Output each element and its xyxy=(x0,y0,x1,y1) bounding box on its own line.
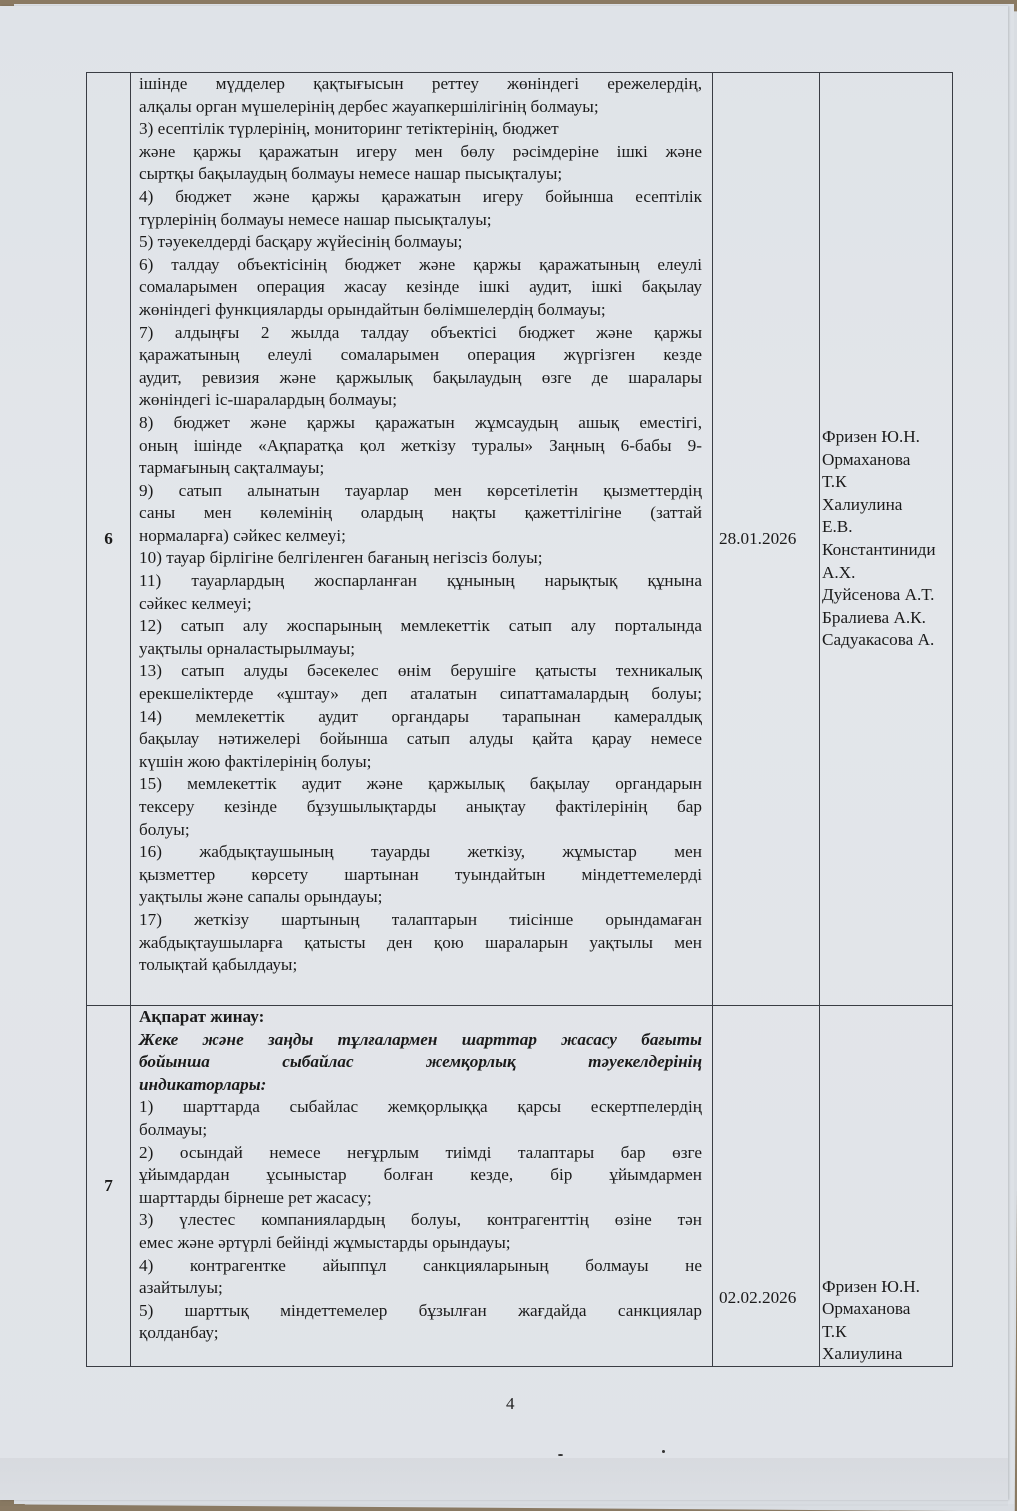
text-line: 7) алдыңғы 2 жылда талдау объектісі бюджет және қаржы xyxy=(139,322,702,342)
text-line: 9) сатып алынатын тауарлар мен көрсетілетін қызметтердің xyxy=(139,480,702,500)
text-line: 12) сатып алу жоспарының мемлекеттік сатып алу порталында xyxy=(139,616,702,636)
responsible-person: А.Х. xyxy=(822,562,856,582)
responsible-person: Т.К xyxy=(822,472,847,492)
text-line: сомаларымен операция жасау кезінде ішкі аудит, ішкі бақылау xyxy=(139,277,702,297)
responsible-person: Ормаханова xyxy=(822,1299,911,1319)
text-line: 5) тәуекелдерді басқару жүйесінің болмауы; xyxy=(139,232,463,252)
text-line: 5) шарттық міндеттемелер бұзылған жағдайда санкциялар xyxy=(139,1300,702,1320)
text-line: Жеке және заңды тұлғалармен шарттар жасасу бағыты xyxy=(139,1029,702,1049)
row-date: 28.01.2026 xyxy=(713,73,820,1006)
text-line: күшін жою фактілерінің болуы; xyxy=(139,751,372,771)
text-line: 13) сатып алуды бәсекелес өнім берушіге қатысты техникалық xyxy=(139,661,702,681)
text-line: бойынша сыбайлас жемқорлық тәуекелдерінің xyxy=(139,1052,702,1072)
text-line: қолданбау; xyxy=(139,1323,219,1343)
text-line: 4) бюджет және қаржы қаражатын игеру бойынша есептілік xyxy=(139,186,702,206)
text-line: уақтылы және сапалы орындауы; xyxy=(139,887,383,907)
text-line: тармағының сақталмауы; xyxy=(139,458,325,478)
responsible-person: Халиулина xyxy=(822,1344,903,1364)
text-line: сыртқы бақылаудың болмауы немесе нашар пысықталуы; xyxy=(139,164,563,184)
text-line: болуы; xyxy=(139,819,190,839)
row-responsible xyxy=(820,1006,953,1367)
text-line: ұйымдардан ұсыныстар болған кезде, бір ұйымдармен xyxy=(139,1165,702,1185)
table-row xyxy=(87,73,953,1006)
responsible-person: Дуйсенова А.Т. xyxy=(822,585,935,605)
responsible-person: Бралиева А.К. xyxy=(822,607,926,627)
date-value: 02.02.2026 xyxy=(719,1288,797,1308)
text-line: ерекшеліктерде «ұштау» деп аталатын сипаттамалардың болуы; xyxy=(139,684,702,704)
table-row xyxy=(87,1006,953,1367)
paper-fold-shadow xyxy=(0,1458,1008,1506)
text-line: аудит, ревизия және қаржылық бақылаудың өзге де шаралары xyxy=(139,367,702,387)
text-line: 17) жеткізу шартының талаптарын тиісінше орындамаған xyxy=(139,909,702,929)
text-line: 2) осындай немесе неғұрлым тиімді талаптары бар өзге xyxy=(139,1142,702,1162)
row-date xyxy=(713,1006,820,1367)
text-line: Ақпарат жинау: xyxy=(139,1007,265,1026)
text-line: 3) үлестес компаниялардың болуы, контрагенттің өзіне тән xyxy=(139,1210,702,1230)
text-line: және қаржы қаражатын игеру мен бөлу рәсімдеріне ішкі және xyxy=(139,141,702,161)
text-line: жабдықтаушыларға қатысты ден қою шараларын уақтылы мен xyxy=(139,932,702,952)
text-line: саны мен көлемінің олардың нақты қажеттілігіне (заттай xyxy=(139,503,702,523)
text-line: тексеру кезінде бұзушылықтарды анықтау фактілерінің бар xyxy=(139,797,702,816)
dust-speck xyxy=(662,1450,665,1453)
text-line: 14) мемлекеттік аудит органдары тарапынан камералдық xyxy=(139,706,702,726)
text-line: азайтылуы; xyxy=(139,1278,223,1298)
row-number: 6 xyxy=(87,73,131,1006)
text-line: 16) жабдықтаушының тауарды жеткізу, жұмыстар мен xyxy=(139,842,702,862)
document-page xyxy=(0,6,1008,1500)
text-line: 11) тауарлардың жоспарланған құнының нарықтық құнына xyxy=(139,571,702,591)
text-line: түрлерінің болмауы немесе нашар пысықталуы; xyxy=(139,209,492,229)
text-line: уақтылы орналастырылмауы; xyxy=(139,638,356,658)
plan-table xyxy=(86,72,953,1367)
row-responsible xyxy=(820,73,953,1006)
responsible-person: Халиулина xyxy=(822,494,903,514)
text-line: 15) мемлекеттік аудит және қаржылық бақылау органдарын xyxy=(139,774,702,794)
text-line: қаражатының елеулі сомаларымен операция жүргізген кезде xyxy=(139,345,702,365)
row-description xyxy=(131,1006,713,1367)
responsible-person: Е.В. xyxy=(822,517,853,537)
text-line: алқалы орган мүшелерінің дербес жауапкершілігінің болмауы; xyxy=(139,96,599,116)
text-line: жөніндегі іс-шаралардың болмауы; xyxy=(139,390,397,410)
text-line: қызметтер көрсету шартынан туындайтын міндеттемелерді xyxy=(139,864,702,884)
text-line: индикаторлары: xyxy=(139,1074,267,1094)
text-line: 1) шарттарда сыбайлас жемқорлыққа қарсы ескертпелердің xyxy=(139,1097,702,1117)
row-number: 7 xyxy=(87,1006,131,1367)
responsible-person: Фризен Ю.Н. xyxy=(822,427,920,447)
text-line: нормаларға) сәйкес келмеуі; xyxy=(139,525,346,545)
text-line: 10) тауар бірлігіне белгіленген бағаның негізсіз болуы; xyxy=(139,548,543,568)
text-line: шарттарды бірнеше рет жасасу; xyxy=(139,1187,372,1207)
page-number: 4 xyxy=(506,1394,515,1413)
text-line: 6) талдау объектісінің бюджет және қаржы қаражатының елеулі xyxy=(139,254,702,274)
responsible-person: Ормаханова xyxy=(822,449,911,469)
text-line: 8) бюджет және қаржы қаражатын жұмсаудың ашық еместігі, xyxy=(139,412,702,432)
responsible-person: Константиниди xyxy=(822,540,936,559)
text-line: ішінде мүдделер қақтығысын реттеу жөніндегі ережелердің, xyxy=(139,74,702,93)
responsible-person: Фризен Ю.Н. xyxy=(822,1276,920,1296)
dust-speck xyxy=(558,1454,563,1456)
text-line: жөніндегі функцияларды орындайтын бөлімшелердің болмауы; xyxy=(139,299,606,319)
text-line: болмауы; xyxy=(139,1119,208,1139)
responsible-person: Т.К xyxy=(822,1321,847,1341)
text-line: емес және әртүрлі бейінді жұмыстарды орындауы; xyxy=(139,1232,511,1252)
row-description xyxy=(131,73,713,1006)
text-line: сәйкес келмеуі; xyxy=(139,593,252,613)
text-line: 4) контрагентке айыппұл санкцияларының болмауы не xyxy=(139,1255,702,1275)
text-line: толықтай қабылдауы; xyxy=(139,955,298,975)
responsible-person: Садуакасова А. xyxy=(822,630,935,650)
text-line: бақылау нәтижелері бойынша сатып алуды қайта қарау немесе xyxy=(139,729,702,749)
text-line: оның ішінде «Ақпаратқа қол жеткізу туралы» Заңның 6-бабы 9- xyxy=(139,435,702,455)
text-line: 3) есептілік түрлерінің, мониторинг тетіктерінің, бюджет xyxy=(139,119,559,139)
